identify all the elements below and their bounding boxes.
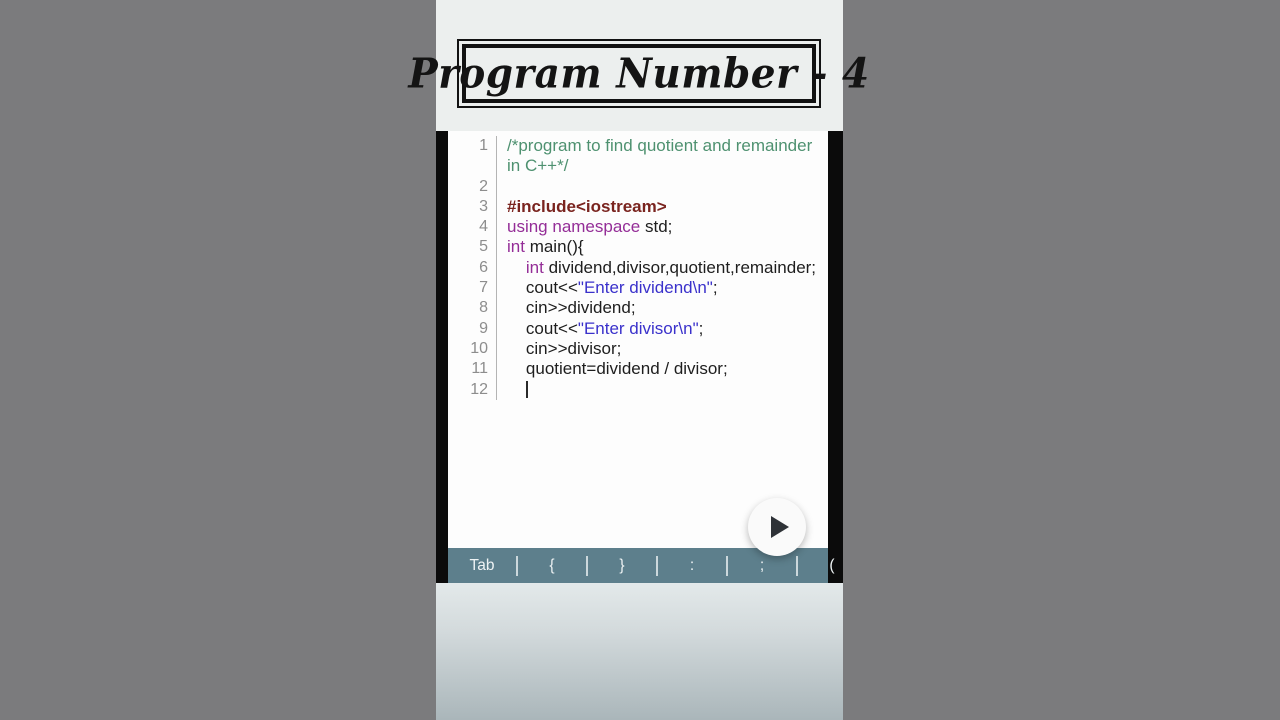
code-text bbox=[497, 319, 828, 339]
code-token: cin>>divisor; bbox=[507, 338, 622, 358]
code-text bbox=[497, 177, 828, 197]
code-token: in C++*/ bbox=[507, 156, 569, 176]
code-token: #include<iostream> bbox=[507, 196, 667, 216]
line-number: 8 bbox=[448, 298, 497, 318]
code-token: cout<< bbox=[507, 318, 578, 338]
toolbar-key-symbol-5[interactable]: ( bbox=[829, 556, 835, 574]
code-token: int bbox=[525, 257, 544, 277]
background-blur-left bbox=[0, 0, 436, 720]
line-number: 3 bbox=[448, 197, 497, 217]
play-button[interactable] bbox=[748, 498, 806, 556]
line-number: 10 bbox=[448, 339, 497, 359]
code-text bbox=[497, 298, 828, 318]
toolbar-separator bbox=[656, 556, 658, 576]
code-line bbox=[448, 298, 828, 318]
toolbar-key-tab[interactable]: Tab bbox=[469, 556, 495, 574]
code-token: /*program to find quotient and remainder bbox=[507, 136, 813, 155]
toolbar-key-symbol-1[interactable]: { bbox=[549, 556, 555, 574]
code-line bbox=[448, 156, 828, 176]
line-number bbox=[448, 156, 497, 176]
toolbar-key-symbol-2[interactable]: } bbox=[619, 556, 625, 574]
toolbar-separator bbox=[516, 556, 518, 576]
title-banner bbox=[408, 0, 870, 131]
code-token: ; bbox=[712, 278, 718, 298]
code-token: dividend,divisor,quotient,remainder; bbox=[543, 257, 817, 277]
line-number: 6 bbox=[448, 258, 497, 278]
code-token: int bbox=[507, 237, 525, 257]
code-line bbox=[448, 237, 828, 257]
code-text bbox=[497, 359, 828, 379]
code-text bbox=[497, 339, 828, 359]
text-cursor bbox=[526, 381, 528, 398]
code-token: "Enter divisor\n" bbox=[577, 318, 699, 338]
lower-blur-area bbox=[436, 583, 843, 720]
code-token bbox=[507, 258, 526, 277]
program-title: Program Number - 4 bbox=[408, 49, 870, 98]
code-token: std; bbox=[640, 217, 673, 237]
code-lines bbox=[448, 136, 828, 400]
play-icon bbox=[771, 516, 789, 538]
background-blur-right bbox=[843, 0, 1280, 720]
code-text bbox=[497, 136, 828, 156]
code-line bbox=[448, 359, 828, 379]
code-text bbox=[497, 156, 828, 176]
line-number: 5 bbox=[448, 237, 497, 257]
toolbar-key-symbol-4[interactable]: ; bbox=[759, 556, 765, 574]
toolbar-key-symbol-3[interactable]: : bbox=[689, 556, 695, 574]
code-line bbox=[448, 177, 828, 197]
toolbar-separator bbox=[726, 556, 728, 576]
line-number: 1 bbox=[448, 136, 497, 156]
line-number: 11 bbox=[448, 359, 497, 379]
line-number: 12 bbox=[448, 380, 497, 400]
code-text bbox=[497, 278, 828, 298]
code-editor[interactable] bbox=[448, 131, 828, 548]
code-line bbox=[448, 319, 828, 339]
code-token: main(){ bbox=[524, 237, 584, 257]
code-token: "Enter dividend\n" bbox=[577, 278, 713, 298]
code-line bbox=[448, 136, 828, 156]
code-token: ; bbox=[698, 318, 704, 338]
code-line bbox=[448, 197, 828, 217]
line-number: 4 bbox=[448, 217, 497, 237]
code-token: using namespace bbox=[507, 217, 641, 237]
code-line bbox=[448, 278, 828, 298]
toolbar-separator bbox=[796, 556, 798, 576]
code-line bbox=[448, 380, 828, 400]
code-text bbox=[497, 237, 828, 257]
code-token: cout<< bbox=[507, 278, 578, 298]
code-line bbox=[448, 217, 828, 237]
code-text bbox=[497, 197, 828, 217]
code-token: cin>>dividend; bbox=[507, 298, 636, 318]
code-text bbox=[497, 380, 828, 400]
code-line bbox=[448, 339, 828, 359]
code-line bbox=[448, 258, 828, 278]
video-frame bbox=[408, 0, 870, 720]
code-token: quotient=dividend / divisor; bbox=[507, 359, 728, 379]
line-number: 9 bbox=[448, 319, 497, 339]
code-text bbox=[497, 217, 828, 237]
line-number: 7 bbox=[448, 278, 497, 298]
toolbar-separator bbox=[586, 556, 588, 576]
title-box bbox=[408, 39, 870, 108]
code-token bbox=[507, 380, 526, 399]
code-text bbox=[497, 258, 828, 278]
line-number: 2 bbox=[448, 177, 497, 197]
